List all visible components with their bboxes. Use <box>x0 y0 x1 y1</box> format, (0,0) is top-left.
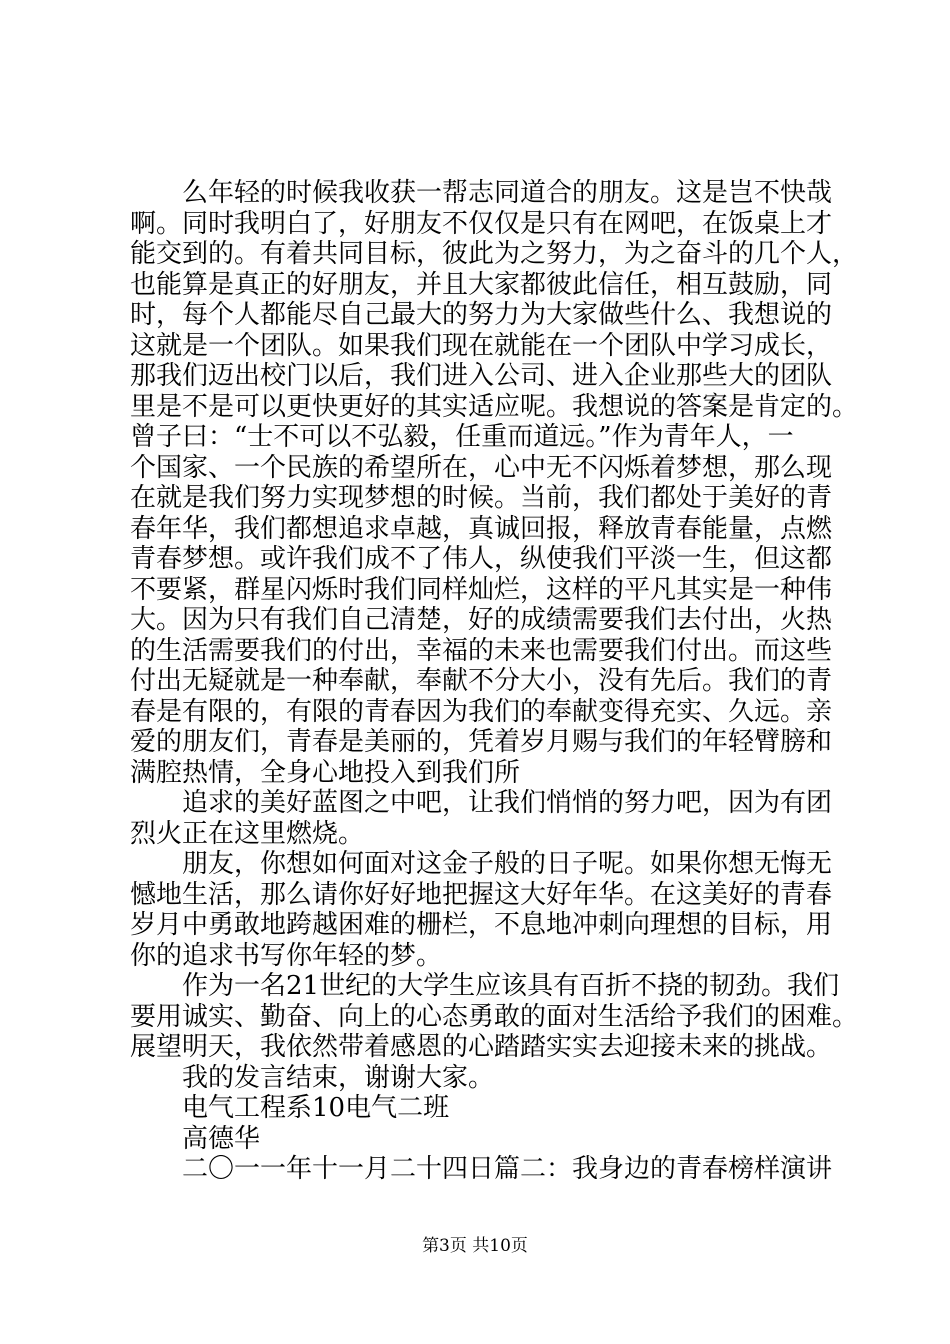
text-line: 大。因为只有我们自己清楚，好的成绩需要我们去付出，火热 <box>130 605 833 635</box>
text-line: 追求的美好蓝图之中吧，让我们悄悄的努力吧，因为有团 <box>182 788 833 818</box>
text-line: 付出无疑就是一种奉献，奉献不分大小，没有先后。我们的青 <box>130 666 833 696</box>
text-line: 么年轻的时候我收获一帮志同道合的朋友。这是岂不快哉 <box>182 178 833 208</box>
text-line: 春是有限的，有限的青春因为我们的奉献变得充实、久远。亲 <box>130 696 833 727</box>
page-number: 第3页 共10页 <box>422 1236 528 1256</box>
text-line: 展望明天，我依然带着感恩的心踏踏实实去迎接未来的挑战。 <box>130 1032 833 1062</box>
document-body <box>130 178 859 1185</box>
text-line: 那我们迈出校门以后，我们进入公司、进入企业那些大的团队 <box>130 361 833 391</box>
text-line: 能交到的。有着共同目标，彼此为之努力，为之奋斗的几个人， <box>130 239 859 269</box>
text-line: 我的发言结束，谢谢大家。 <box>182 1062 495 1093</box>
text-line: 你的追求书写你年轻的梦。 <box>130 940 443 971</box>
text-line: 也能算是真正的好朋友，并且大家都彼此信任，相互鼓励，同 <box>130 269 833 300</box>
text-line: 岁月中勇敢地跨越困难的栅栏，不息地冲刺向理想的目标，用 <box>130 910 833 940</box>
text-line: 满腔热情，全身心地投入到我们所 <box>130 757 521 788</box>
text-line: 高德华 <box>182 1123 261 1154</box>
text-line: 的生活需要我们的付出，幸福的未来也需要我们付出。而这些 <box>130 635 833 666</box>
text-line: 不要紧，群星闪烁时我们同样灿烂，这样的平凡其实是一种伟 <box>130 574 833 605</box>
text-line: 要用诚实、勤奋、向上的心态勇敢的面对生活给予我们的困难。 <box>130 1001 859 1032</box>
text-line: 二〇一一年十一月二十四日篇二：我身边的青春榜样演讲 <box>182 1154 833 1184</box>
text-line: 朋友，你想如何面对这金子般的日子呢。如果你想无悔无 <box>182 849 833 879</box>
text-line: 憾地生活，那么请你好好地把握这大好年华。在这美好的青春 <box>130 879 833 910</box>
page-footer <box>0 1235 950 1257</box>
text-line: 烈火正在这里燃烧。 <box>130 818 365 849</box>
text-line: 春年华，我们都想追求卓越，真诚回报，释放青春能量，点燃 <box>130 513 833 544</box>
text-line: 爱的朋友们，青春是美丽的，凭着岁月赐与我们的年轻臂膀和 <box>130 727 833 757</box>
text-line: 这就是一个团队。如果我们现在就能在一个团队中学习成长， <box>130 330 833 361</box>
text-line: 青春梦想。或许我们成不了伟人，纵使我们平淡一生，但这都 <box>130 544 833 574</box>
text-line: 啊。同时我明白了，好朋友不仅仅是只有在网吧，在饭桌上才 <box>130 208 833 239</box>
text-line: 在就是我们努力实现梦想的时候。当前，我们都处于美好的青 <box>130 483 833 513</box>
text-line: 个国家、一个民族的希望所在，心中无不闪烁着梦想，那么现 <box>130 452 833 483</box>
text-line: 时，每个人都能尽自己最大的努力为大家做些什么、我想说的 <box>130 300 833 330</box>
text-line: 里是不是可以更快更好的其实适应呢。我想说的答案是肯定的。 <box>130 391 859 422</box>
text-line: 作为一名21世纪的大学生应该具有百折不挠的韧劲。我们 <box>182 971 840 1001</box>
text-line: 曾子曰：“士不可以不弘毅，任重而道远。”作为青年人，一 <box>130 422 794 452</box>
text-line: 电气工程系10电气二班 <box>182 1093 450 1123</box>
